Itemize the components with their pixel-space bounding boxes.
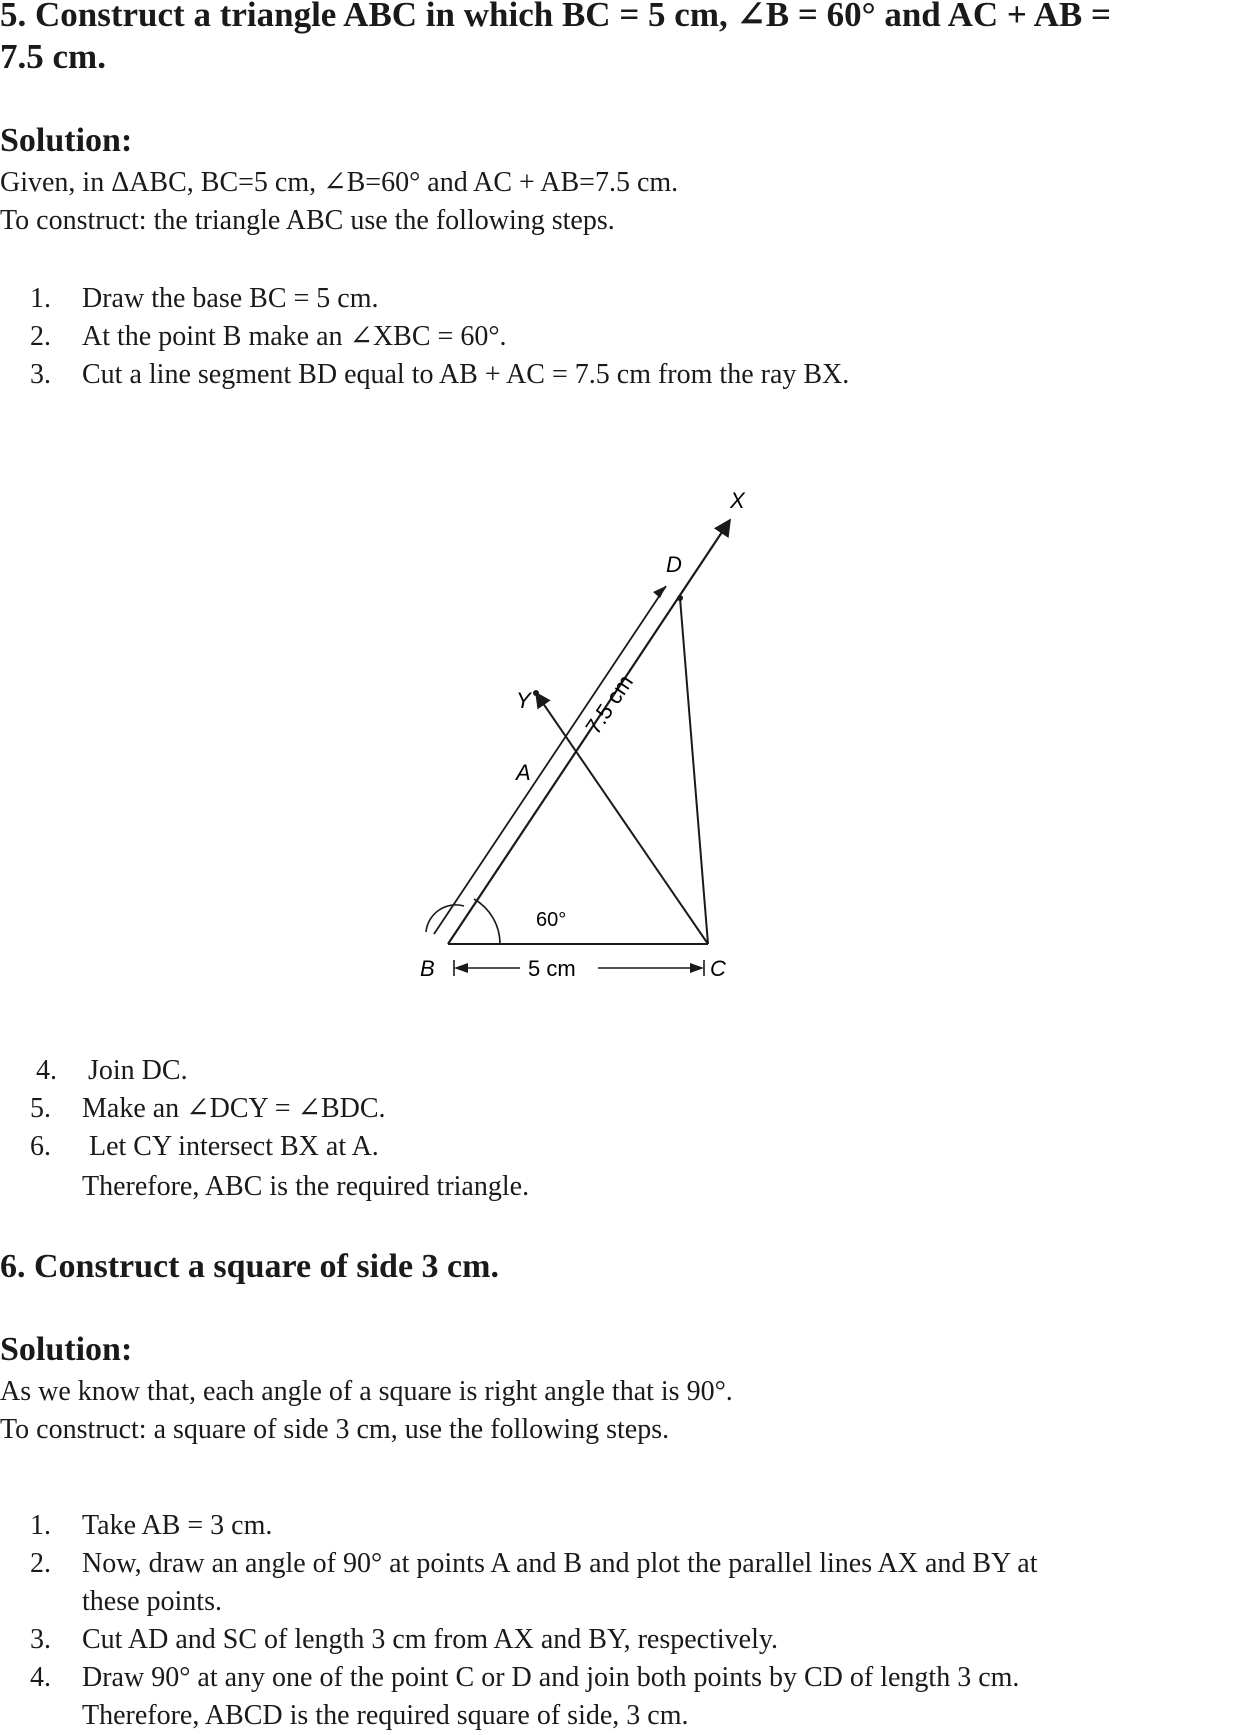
q5-title-line2: 7.5 cm. bbox=[0, 37, 106, 76]
bc-length-label: 5 cm bbox=[528, 956, 576, 981]
q5-to-construct: To construct: the triangle ABC use the following steps. bbox=[0, 205, 615, 236]
label-x: X bbox=[730, 488, 745, 513]
segment-dc bbox=[680, 598, 708, 944]
q5-given: Given, in ΔABC, BC=5 cm, ∠B=60° and AC + AB=7.5 cm. bbox=[0, 167, 679, 198]
bc-arrow-left bbox=[454, 963, 468, 973]
q6-steps-list bbox=[0, 1507, 1038, 1697]
point-d bbox=[677, 595, 683, 601]
q6-to-construct: To construct: a square of side 3 cm, use the following steps. bbox=[0, 1414, 670, 1445]
step-number: 5. bbox=[30, 1093, 51, 1124]
list-item bbox=[0, 1545, 1038, 1621]
step-number: 2. bbox=[30, 321, 51, 352]
triangle-construction-figure bbox=[420, 478, 800, 981]
step-number: 3. bbox=[30, 1624, 51, 1655]
q6-solution-heading: Solution: bbox=[0, 1331, 133, 1368]
list-item bbox=[0, 1659, 1038, 1697]
point-a bbox=[533, 690, 539, 696]
step-number: 2. bbox=[30, 1548, 51, 1579]
q5-solution-heading: Solution: bbox=[0, 122, 133, 159]
list-item bbox=[0, 1052, 386, 1090]
bd-length-label: 7.5 cm bbox=[580, 670, 639, 739]
step-number: 1. bbox=[30, 283, 51, 314]
q5-steps-list-a bbox=[0, 280, 849, 394]
step-text: Draw 90° at any one of the point C or D and join both points by CD of length 3 cm. bbox=[82, 1662, 1020, 1693]
step-number: 4. bbox=[30, 1662, 51, 1693]
list-item bbox=[0, 356, 849, 394]
ray-cy bbox=[536, 693, 708, 944]
bd-measure-arrow bbox=[653, 586, 666, 598]
label-y: Y bbox=[516, 688, 531, 713]
ray-bx bbox=[448, 520, 730, 944]
step-number: 4. bbox=[36, 1055, 57, 1086]
list-item bbox=[0, 280, 849, 318]
list-item bbox=[0, 318, 849, 356]
angle-60-label: 60° bbox=[536, 909, 567, 931]
list-item bbox=[0, 1090, 386, 1128]
label-b: B bbox=[420, 956, 435, 981]
step-text: Let CY intersect BX at A. bbox=[82, 1131, 379, 1162]
step-text: Now, draw an angle of 90° at points A and B and plot the parallel lines AX and BY at bbox=[82, 1548, 1038, 1579]
bc-arrow-right bbox=[690, 963, 704, 973]
q6-title: 6. Construct a square of side 3 cm. bbox=[0, 1248, 499, 1285]
q6-conclusion: Therefore, ABCD is the required square of side, 3 cm. bbox=[82, 1700, 689, 1731]
angle-arc-b bbox=[474, 899, 500, 944]
q5-title-line1: 5. Construct a triangle ABC in which BC = 5 cm, ∠B = 60° and AC + AB = bbox=[0, 0, 1111, 34]
step-number: 3. bbox=[30, 359, 51, 390]
label-a: A bbox=[516, 760, 531, 785]
step-text: Cut a line segment BD equal to AB + AC = 7.5 cm from the ray BX. bbox=[82, 359, 850, 390]
step-text: Make an ∠DCY = ∠BDC. bbox=[82, 1093, 386, 1124]
q6-fact: As we know that, each angle of a square is right angle that is 90°. bbox=[0, 1376, 733, 1407]
list-item bbox=[0, 1128, 386, 1166]
list-item bbox=[0, 1621, 1038, 1659]
label-c: C bbox=[710, 956, 726, 981]
step-text: Take AB = 3 cm. bbox=[82, 1510, 273, 1541]
step-number: 6. bbox=[30, 1131, 51, 1162]
label-d: D bbox=[666, 552, 682, 577]
step-text: Draw the base BC = 5 cm. bbox=[82, 283, 379, 314]
step-text: Join DC. bbox=[88, 1055, 188, 1086]
step-number: 1. bbox=[30, 1510, 51, 1541]
step-text: Cut AD and SC of length 3 cm from AX and BY, respectively. bbox=[82, 1624, 779, 1655]
step-text: At the point B make an ∠XBC = 60°. bbox=[82, 321, 507, 352]
bd-measure-line bbox=[434, 586, 666, 934]
step-text-continued: these points. bbox=[82, 1586, 222, 1617]
q5-steps-list-b bbox=[0, 1052, 386, 1166]
q5-conclusion: Therefore, ABC is the required triangle. bbox=[82, 1171, 530, 1202]
list-item bbox=[0, 1507, 1038, 1545]
